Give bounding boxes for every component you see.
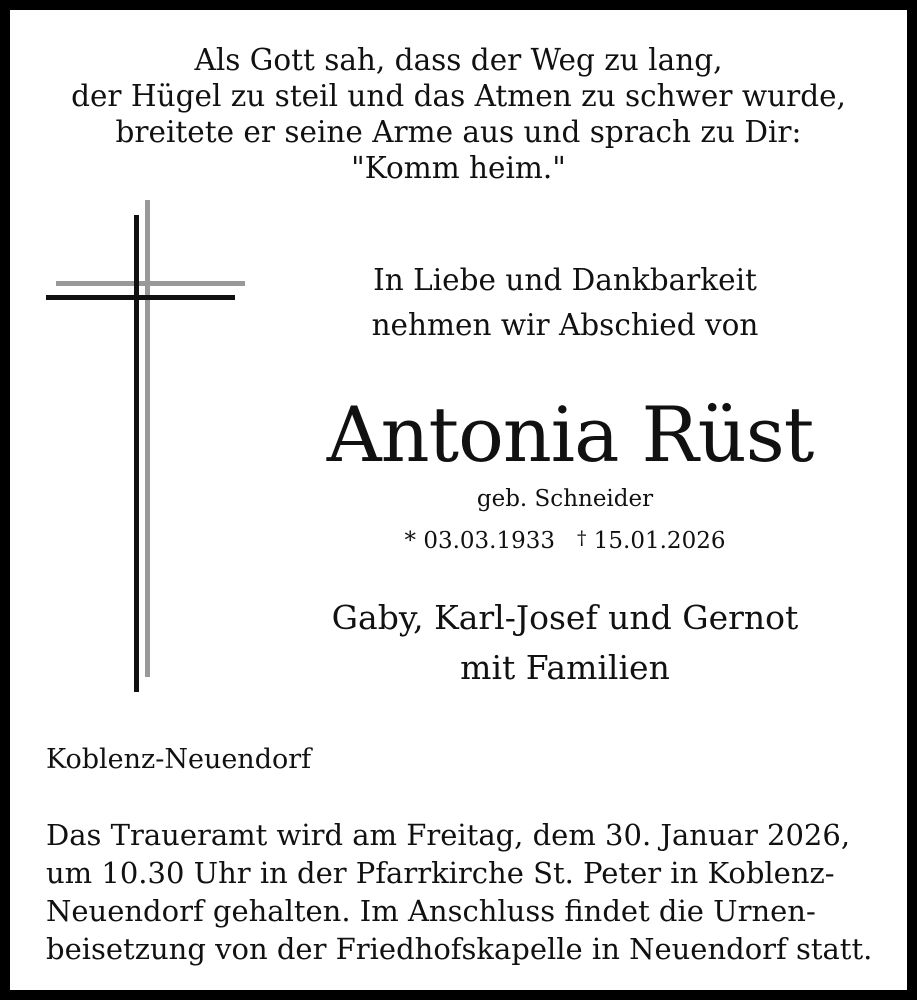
cross-dark-horizontal: [46, 295, 235, 300]
mourners-line: Gaby, Karl-Josef und Gernot: [331, 598, 799, 637]
farewell-intro: [310, 258, 820, 348]
poem-line: der Hügel zu steil und das Atmen zu schwer wurde,: [71, 79, 846, 113]
death-date: 15.01.2026: [593, 528, 726, 554]
poem-line: "Komm heim.": [351, 151, 566, 185]
cross-light-horizontal: [56, 281, 245, 286]
cross-icon: [10, 10, 310, 730]
service-line: Neuendorf gehalten. Im Anschluss findet die Urnen-: [46, 894, 816, 928]
place-name: Koblenz-Neuendorf: [46, 744, 312, 775]
life-dates: [310, 522, 820, 557]
mourners: [310, 593, 820, 693]
poem-line: Als Gott sah, dass der Weg zu lang,: [194, 43, 723, 77]
service-details: [46, 816, 873, 968]
cross-light-vertical: [145, 200, 150, 677]
birth-symbol: *: [404, 528, 417, 554]
death-symbol: †: [576, 527, 587, 549]
poem-line: breitete er seine Arme aus und sprach zu Dir:: [115, 115, 802, 149]
maiden-name: geb. Schneider: [476, 486, 654, 512]
service-line: Das Traueramt wird am Freitag, dem 30. Januar 2026,: [46, 818, 851, 852]
service-line: beisetzung von der Friedhofskapelle in Neuendorf statt.: [46, 932, 873, 966]
cross-dark-vertical: [134, 215, 139, 692]
deceased-name: Antonia Rüst: [326, 390, 814, 479]
mourners-line: mit Familien: [460, 648, 670, 687]
intro-line: In Liebe und Dankbarkeit: [373, 263, 757, 297]
intro-line: nehmen wir Abschied von: [371, 308, 759, 342]
birth-date: 03.03.1933: [423, 528, 556, 554]
service-line: um 10.30 Uhr in der Pfarrkirche St. Peter in Koblenz-: [46, 856, 835, 890]
